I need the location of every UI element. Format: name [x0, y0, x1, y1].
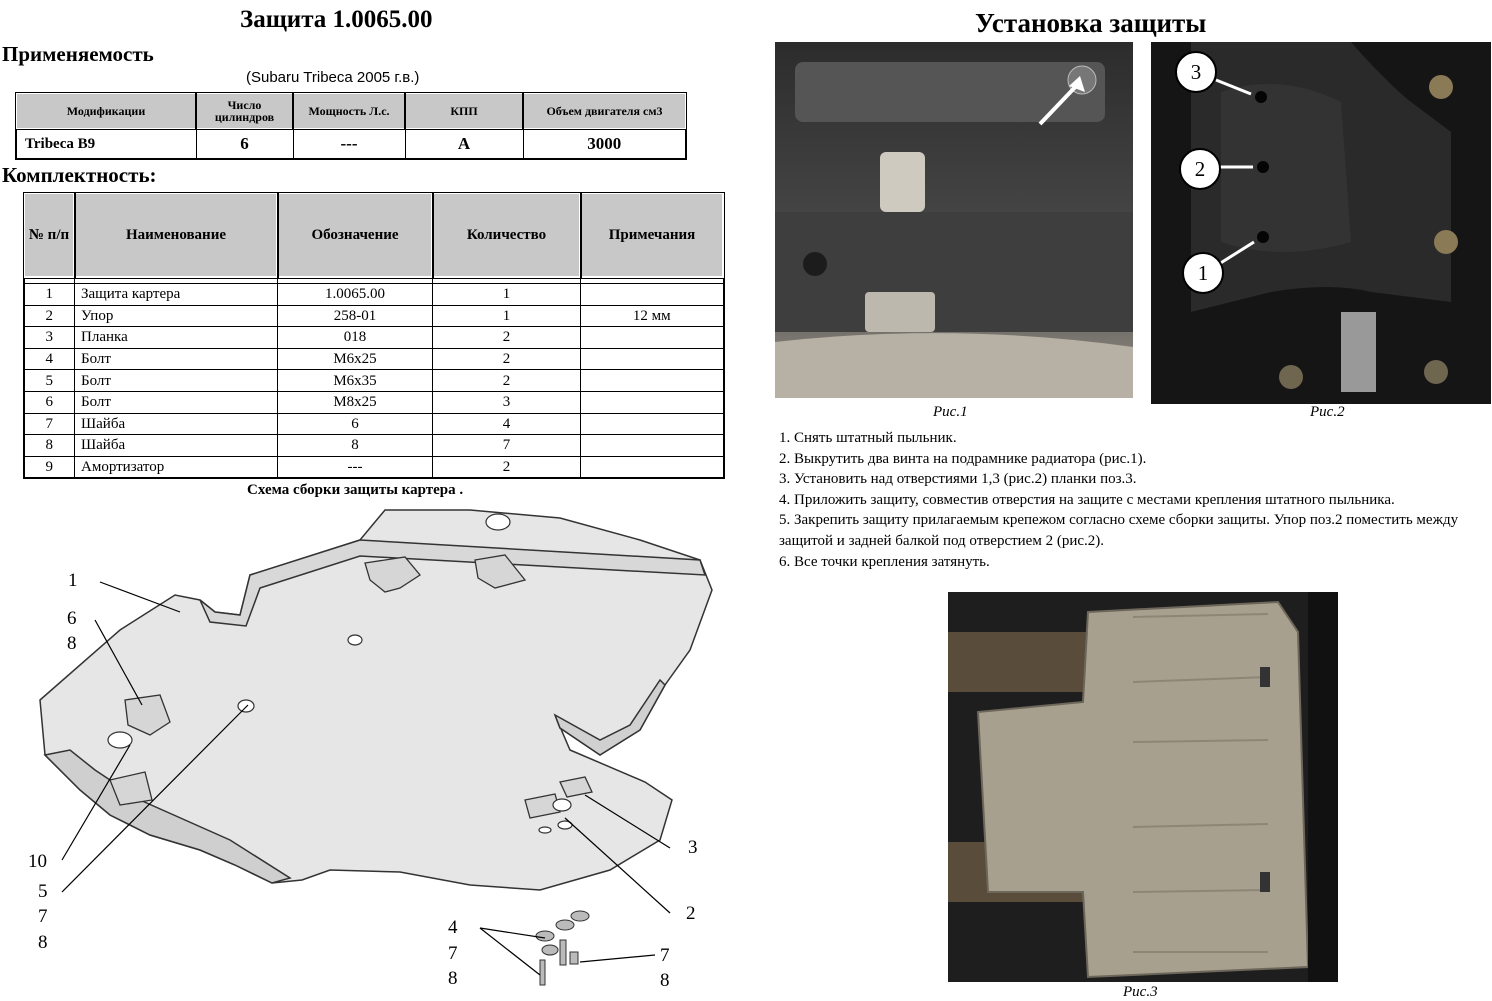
- instruction-step: 4. Приложить защиту, совместив отверстия на защите с местами крепления штатного пыльника.: [779, 491, 1395, 508]
- instruction-step: 5. Закрепить защиту прилагаемым крепежом согласно схеме сборки защиты. Упор поз.2 поместить между защитой и задней балкой под отверстием 2 (рис.2).: [779, 512, 1459, 549]
- kit-cell: ---: [278, 456, 433, 478]
- diagram-label: 7: [448, 943, 458, 964]
- kit-header: Примечания: [581, 193, 724, 278]
- kit-cell: 018: [278, 327, 433, 349]
- kit-cell: [581, 370, 724, 392]
- table-row: [24, 348, 724, 370]
- caption-fig1: Рис.1: [933, 404, 968, 420]
- kit-table: [22, 191, 725, 479]
- right-title: Установка защиты: [975, 8, 1207, 38]
- vehicle-subtitle: (Subaru Tribeca 2005 г.в.): [246, 69, 420, 86]
- kit-cell: Защита картера: [75, 284, 278, 306]
- diagram-label: 8: [38, 932, 48, 953]
- kit-cell: 2: [433, 370, 581, 392]
- photo-fig2: [1151, 42, 1491, 404]
- kit-cell: 1.0065.00: [278, 284, 433, 306]
- kit-cell: [581, 348, 724, 370]
- kit-cell: 5: [24, 370, 75, 392]
- table-row: [24, 305, 724, 327]
- kit-cell: 6: [278, 413, 433, 435]
- kit-header: Обозначение: [278, 193, 433, 278]
- kit-cell: 7: [433, 435, 581, 457]
- kit-cell: М8х25: [278, 391, 433, 413]
- kit-header: Наименование: [75, 193, 278, 278]
- kit-cell: 3: [24, 327, 75, 349]
- kit-heading: Комплектность:: [2, 163, 157, 187]
- kit-header: № п/п: [24, 193, 75, 278]
- table-row: [24, 370, 724, 392]
- diagram-label: 7: [38, 906, 48, 927]
- table-row: [24, 284, 724, 306]
- assembly-diagram: [0, 500, 740, 1000]
- diagram-caption: Схема сборки защиты картера .: [247, 482, 464, 498]
- applicability-heading: Применяемость: [2, 42, 154, 66]
- kit-cell: Болт: [75, 391, 278, 413]
- kit-cell: 7: [24, 413, 75, 435]
- fig2-callout: 1: [1182, 252, 1224, 294]
- kit-cell: Шайба: [75, 413, 278, 435]
- diagram-label: 8: [660, 970, 670, 991]
- kit-cell: [581, 327, 724, 349]
- spec-header: Мощность Л.с.: [293, 93, 405, 129]
- kit-cell: 6: [24, 391, 75, 413]
- kit-cell: 1: [433, 305, 581, 327]
- spec-cell: 3000: [523, 129, 686, 159]
- kit-cell: Планка: [75, 327, 278, 349]
- table-row: [24, 327, 724, 349]
- fig2-callout: 2: [1179, 148, 1221, 190]
- diagram-label: 4: [448, 917, 458, 938]
- kit-cell: 2: [433, 327, 581, 349]
- spec-cell: Tribeca B9: [16, 129, 196, 159]
- table-row: [24, 391, 724, 413]
- diagram-label: 8: [67, 633, 77, 654]
- instructions: [779, 428, 1479, 572]
- kit-cell: 4: [24, 348, 75, 370]
- kit-cell: Болт: [75, 370, 278, 392]
- kit-cell: 2: [24, 305, 75, 327]
- spec-header: КПП: [405, 93, 523, 129]
- kit-cell: Амортизатор: [75, 456, 278, 478]
- kit-cell: [581, 284, 724, 306]
- instruction-step: 1. Снять штатный пыльник.: [779, 430, 957, 446]
- diagram-label: 6: [67, 608, 77, 629]
- kit-cell: 8: [278, 435, 433, 457]
- photo-fig1: [775, 42, 1133, 398]
- caption-fig2: Рис.2: [1310, 404, 1345, 420]
- spec-cell: ---: [293, 129, 405, 159]
- diagram-label: 2: [686, 903, 696, 924]
- table-row: [24, 435, 724, 457]
- spec-header: Объем двигателя см3: [523, 93, 686, 129]
- kit-cell: 3: [433, 391, 581, 413]
- spec-cell: 6: [196, 129, 293, 159]
- kit-cell: 12 мм: [581, 305, 724, 327]
- diagram-label: 8: [448, 968, 458, 989]
- instruction-step: 2. Выкрутить два винта на подрамнике радиатора (рис.1).: [779, 450, 1147, 467]
- left-title: Защита 1.0065.00: [240, 6, 433, 33]
- kit-cell: [581, 391, 724, 413]
- kit-cell: Шайба: [75, 435, 278, 457]
- kit-cell: [581, 413, 724, 435]
- kit-cell: [581, 456, 724, 478]
- photo-fig3: [948, 592, 1338, 982]
- kit-cell: М6х25: [278, 348, 433, 370]
- kit-cell: 1: [24, 284, 75, 306]
- kit-cell: [581, 435, 724, 457]
- table-row: [24, 413, 724, 435]
- diagram-label: 10: [28, 851, 47, 872]
- spec-cell: A: [405, 129, 523, 159]
- fig2-callout: 3: [1175, 51, 1217, 93]
- kit-cell: 4: [433, 413, 581, 435]
- instruction-step: 6. Все точки крепления затянуть.: [779, 553, 990, 570]
- kit-cell: Болт: [75, 348, 278, 370]
- kit-cell: 9: [24, 456, 75, 478]
- diagram-label: 3: [688, 837, 698, 858]
- table-row: [24, 456, 724, 478]
- kit-cell: М6х35: [278, 370, 433, 392]
- kit-cell: 2: [433, 348, 581, 370]
- kit-header: Количество: [433, 193, 581, 278]
- spec-header: Модификации: [16, 93, 196, 129]
- spec-header: Число цилиндров: [196, 93, 293, 129]
- spec-table: [15, 92, 687, 160]
- diagram-label: 1: [68, 570, 78, 591]
- kit-cell: Упор: [75, 305, 278, 327]
- kit-cell: 8: [24, 435, 75, 457]
- diagram-label: 5: [38, 881, 48, 902]
- instruction-step: 3. Установить над отверстиями 1,3 (рис.2) планки поз.3.: [779, 471, 1137, 488]
- caption-fig3: Рис.3: [1123, 984, 1158, 1000]
- kit-cell: 1: [433, 284, 581, 306]
- kit-cell: 2: [433, 456, 581, 478]
- kit-cell: 258-01: [278, 305, 433, 327]
- diagram-label: 7: [660, 945, 670, 966]
